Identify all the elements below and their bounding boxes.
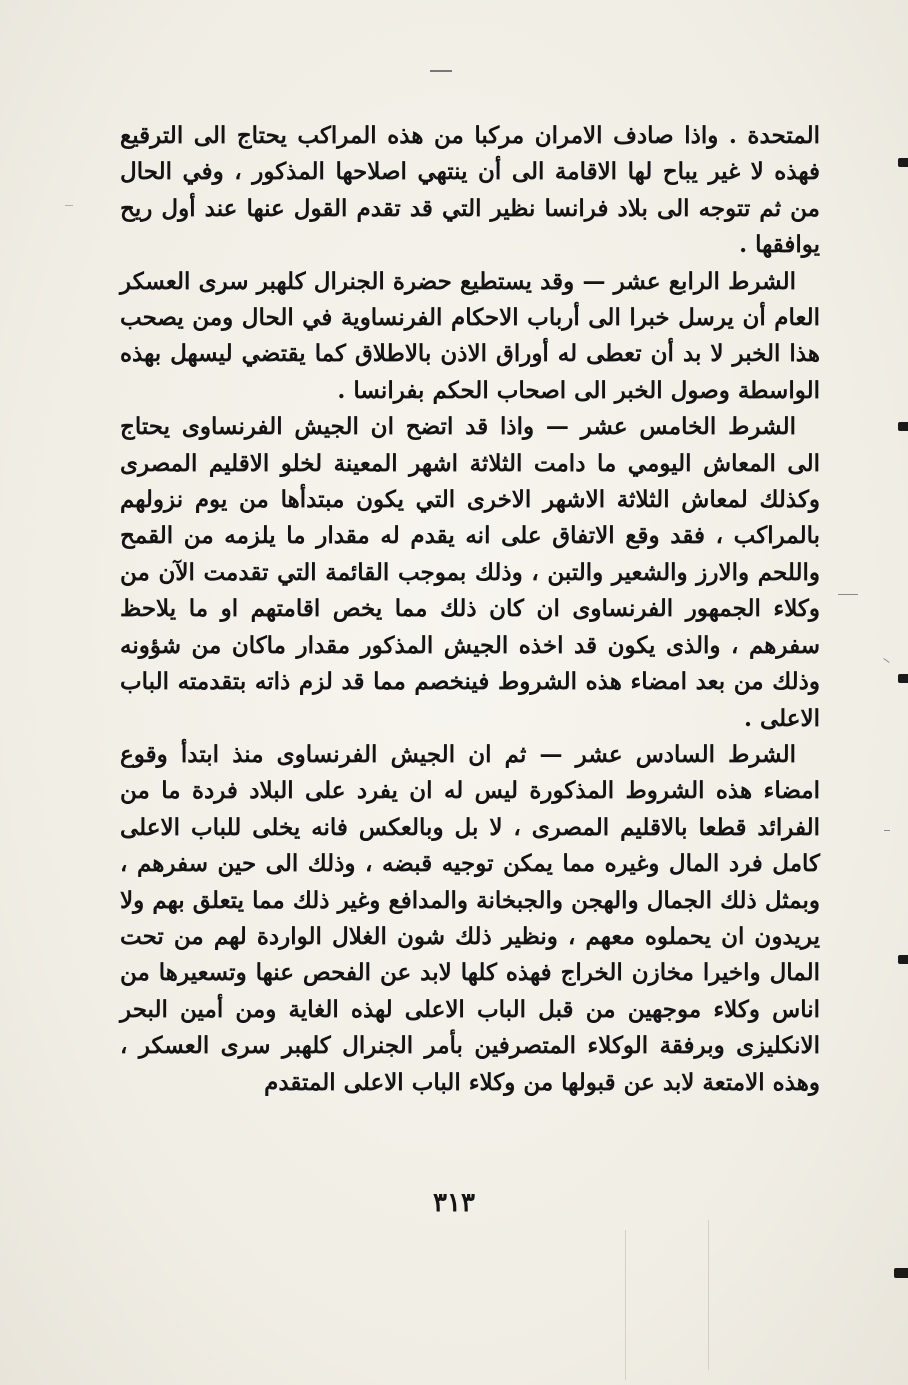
paragraph-condition-14: الشرط الرابع عشر — وقد يستطيع حضرة الجنرال كلهبر سرى العسكر العام أن يرسل خبرا الى أرباب الاحكام الفرنساوية في الحال ومن يصحب هذا الخبر لا بد أن تعطى له أوراق الاذن بالاطلاق كما يقتضي ليسهل بهذه الواسطة وصول الخبر الى اصحاب الحكم بفرانسا . [120,267,820,404]
paper-fold-line [625,1230,626,1380]
binding-hole-mark [894,1268,908,1278]
binding-hole-mark [898,955,908,964]
margin-pen-mark [838,594,858,595]
margin-pen-mark [65,205,73,206]
binding-hole-mark [898,674,908,683]
header-dash-mark [430,70,452,72]
paper-fold-line [708,1220,709,1370]
margin-pen-mark [883,658,889,663]
binding-hole-mark [898,158,908,167]
paragraph-condition-16: الشرط السادس عشر — ثم ان الجيش الفرنساوى منذ ابتدأ وقوع امضاء هذه الشروط المذكورة ليس له ان يفرد على البلاد فردة ما من الفرائد قطعا بالاقليم المصرى ، لا بل وبالعكس فانه يخلى للباب الاعلى كامل فرد المال وغيره مما يمكن توجيه قبضه ، وذلك الى حين سفرهم ، وبمثل ذلك الجمال والهجن والجبخانة والمدافع وغير ذلك مما يتعلق بهم ولا يريدون ان يحملوه معهم ، ونظير ذلك شون الغلال الواردة لهم من تحت المال واخيرا مخازن الخراج فهذه كلها لابد عن الفحص عنها وتسعيرها من اناس وكلاء موجهين من قبل الباب الاعلى لهذه الغاية ومن أمين البحر الانكليزى وبرفقة الوكلاء المتصرفين بأمر الجنرال كلهبر سرى العسكر ، وهذه الامتعة لابد عن قبولها من وكلاء الباب الاعلى المتقدم [120,740,820,1096]
body-text [120,118,820,1101]
binding-hole-mark [898,422,908,431]
paragraph-continuation: المتحدة . واذا صادف الامران مركبا من هذه المراكب يحتاج الى الترقيع فهذه لا غير يباح لها الاقامة الى أن ينتهي اصلاحها المذكور ، وفي الحال من ثم تتوجه الى بلاد فرانسا نظير التي قد تقدم القول عنها عند أول ريح يوافقها . [120,122,820,259]
page-number: ٣١٣ [433,1188,475,1218]
paragraph-condition-15: الشرط الخامس عشر — واذا قد اتضح ان الجيش الفرنساوى يحتاج الى المعاش اليومي ما دامت الثلاثة اشهر المعينة لخلو الاقليم المصرى وكذلك لمعاش الثلاثة الاشهر الاخرى التي يكون مبتدأها من يوم نزولهم بالمراكب ، فقد وقع الاتفاق على انه يقدم له مقدار ما يلزمه من القمح واللحم والارز والشعير والتبن ، وذلك بموجب القائمة التي تقدمت الآن من وكلاء الجمهور الفرنساوى ان كان ذلك مما يخص اقامتهم او ما يلاحظ سفرهم ، والذى يكون قد اخذه الجيش المذكور مقدار ماكان من شؤونه وذلك من بعد امضاء هذه الشروط فينخصم مما قد لزم ذاته بتقدمته الباب الاعلى . [120,413,820,732]
margin-pen-mark [884,830,890,831]
